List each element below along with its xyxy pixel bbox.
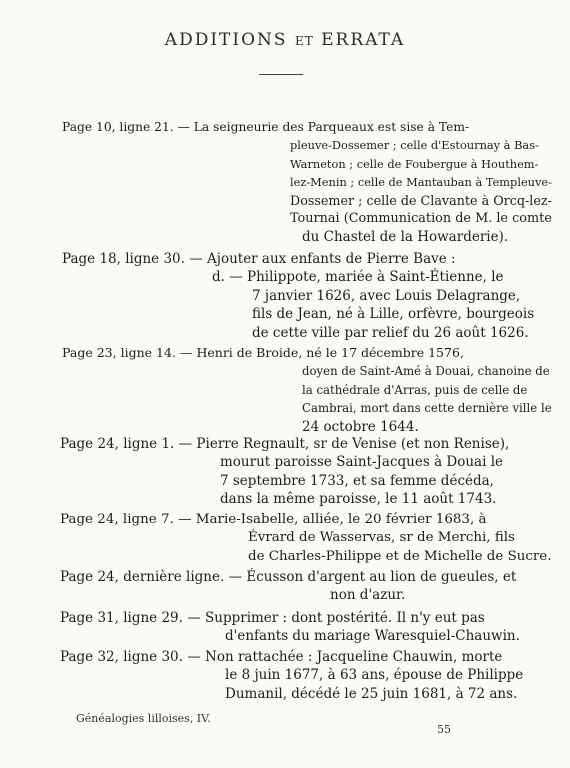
- entry-line: du Chastel de la Howarderie).: [302, 229, 509, 246]
- entry-line: mourut paroisse Saint-Jacques à Douai le: [220, 454, 504, 471]
- entry-line: pleuve-Dossemer ; celle d'Estournay à Bas-: [290, 138, 539, 153]
- erratum-entry: [60, 609, 520, 646]
- page-title: [0, 30, 570, 50]
- entry-line: Page 24, ligne 1. — Pierre Regnault, sr de Venise (et non Renise),: [60, 436, 510, 452]
- entry-line: 7 septembre 1733, et sa femme décéda,: [220, 472, 494, 489]
- entry-line: Évrard de Wasservas, sr de Merchi, fils: [248, 530, 515, 546]
- entry-line: Warneton ; celle de Foubergue à Houthem-: [290, 156, 539, 171]
- entry-line: d. — Philippote, mariée à Saint-Étienne, le: [212, 269, 504, 286]
- entry-line: Cambrai, mort dans cette dernière ville le: [302, 401, 552, 416]
- entry-line: Page 32, ligne 30. — Non rattachée : Jacqueline Chauwin, morte: [60, 649, 503, 665]
- erratum-entry: [62, 344, 552, 436]
- page-number: 55: [437, 723, 451, 736]
- erratum-entry: [62, 250, 534, 342]
- entry-line: Page 24, ligne 7. — Marie-Isabelle, alliée, le 20 février 1683, à: [60, 512, 487, 527]
- entry-line: 7 janvier 1626, avec Louis Delagrange,: [252, 287, 521, 304]
- erratum-entry: [60, 511, 552, 566]
- entry-line: de Charles-Philippe et de Michelle de Sucre.: [248, 548, 552, 564]
- entry-line: Dossemer ; celle de Clavante à Orcq-lez-: [290, 192, 552, 208]
- title-conj: ET: [294, 34, 314, 48]
- entry-line: dans la même paroisse, le 11 août 1743.: [220, 491, 497, 508]
- entry-line: fils de Jean, né à Lille, orfèvre, bourgeois: [252, 306, 535, 323]
- entry-line: Page 24, dernière ligne. — Écusson d'argent au lion de gueules, et: [60, 569, 517, 585]
- entry-line: Dumanil, décédé le 25 juin 1681, à 72 ans.: [225, 685, 518, 702]
- entry-line: Page 10, ligne 21. — La seigneurie des Parqueaux est sise à Tem-: [62, 120, 470, 134]
- entry-line: lez-Menin ; celle de Mantauban à Templeuve-: [290, 175, 552, 190]
- title-divider: [259, 74, 303, 75]
- entry-line: le 8 juin 1677, à 63 ans, épouse de Philippe: [225, 667, 524, 684]
- entry-line: la cathédrale d'Arras, puis de celle de: [302, 382, 528, 397]
- entry-line: Page 23, ligne 14. — Henri de Broide, né le 17 décembre 1576,: [62, 345, 464, 360]
- entry-line: non d'azur.: [330, 587, 406, 604]
- erratum-entry: [62, 118, 552, 247]
- footer-book-title: Généalogies lilloises, IV.: [76, 712, 211, 725]
- entry-line: 24 octobre 1644.: [302, 418, 419, 435]
- entry-line: Page 18, ligne 30. — Ajouter aux enfants de Pierre Bave :: [62, 251, 456, 267]
- title-main: ADDITIONS: [164, 30, 288, 50]
- entry-line: doyen de Saint-Amé à Douai, chanoine de: [302, 364, 550, 379]
- entry-line: de cette ville par relief du 26 août 1626.: [252, 324, 529, 341]
- entry-line: Tournai (Communication de M. le comte: [290, 211, 552, 227]
- erratum-entry: [60, 648, 523, 703]
- entry-line: Page 31, ligne 29. — Supprimer : dont postérité. Il n'y eut pas: [60, 610, 485, 626]
- entry-line: d'enfants du mariage Waresquiel-Chauwin.: [225, 628, 520, 645]
- title-rest: ERRATA: [321, 30, 406, 50]
- erratum-entry: [60, 568, 516, 605]
- erratum-entry: [60, 435, 509, 509]
